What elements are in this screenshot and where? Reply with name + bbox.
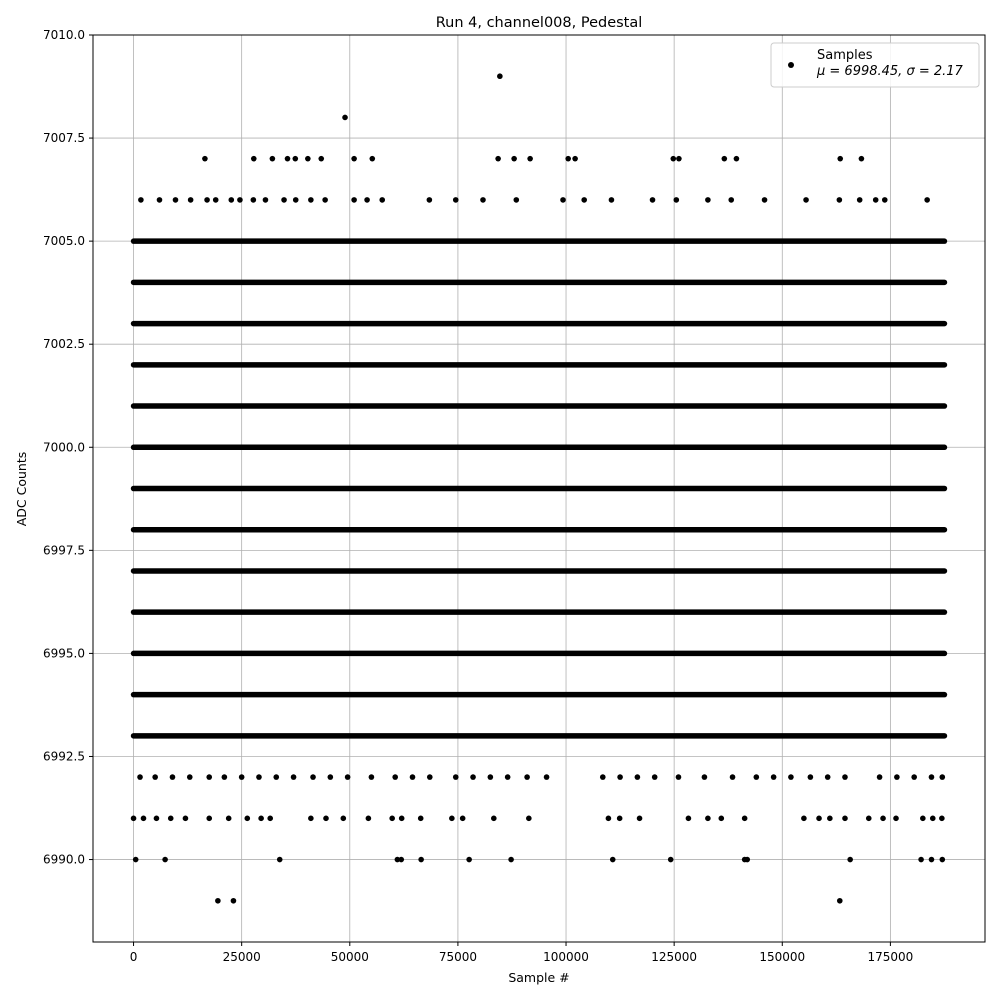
sample-point: [762, 197, 768, 203]
sample-point: [342, 115, 348, 121]
sample-point: [251, 197, 257, 203]
sample-point: [154, 816, 160, 822]
sample-point: [939, 816, 945, 822]
sample-point: [291, 774, 297, 780]
sample-point: [369, 156, 375, 162]
sample-point: [617, 774, 623, 780]
sample-point: [187, 774, 193, 780]
sample-point: [825, 774, 831, 780]
sample-point: [939, 774, 945, 780]
sample-point: [292, 156, 298, 162]
sample-point: [842, 816, 848, 822]
sample-point: [526, 816, 532, 822]
sample-point: [366, 816, 372, 822]
x-tick-label: 75000: [438, 950, 478, 964]
sample-point: [168, 816, 174, 822]
sample-point: [237, 197, 243, 203]
x-axis-label: Sample #: [508, 970, 570, 985]
sample-point: [670, 156, 676, 162]
sample-point: [345, 774, 351, 780]
sample-point: [141, 816, 147, 822]
sample-point: [650, 197, 656, 203]
x-tick-label: 125000: [651, 950, 698, 964]
sample-point: [676, 156, 682, 162]
y-tick-label: 7005.0: [43, 234, 85, 249]
sample-point: [470, 774, 476, 780]
sample-point: [705, 816, 711, 822]
sample-point: [351, 197, 357, 203]
sample-point: [705, 197, 711, 203]
sample-point: [497, 73, 503, 79]
sample-point: [771, 774, 777, 780]
y-tick-label: 7010.0: [43, 28, 85, 42]
sample-point: [652, 774, 658, 780]
sample-point: [418, 816, 424, 822]
sample-point: [837, 156, 843, 162]
sample-point: [239, 774, 245, 780]
sample-point: [920, 816, 926, 822]
sample-point: [449, 816, 455, 822]
sample-point: [453, 197, 459, 203]
x-axis-ticks: [130, 942, 914, 964]
sample-point: [929, 774, 935, 780]
sample-point: [256, 774, 262, 780]
sample-point: [308, 816, 314, 822]
sample-point: [674, 197, 680, 203]
sample-point: [152, 774, 158, 780]
sample-point: [609, 197, 615, 203]
sample-point: [322, 197, 328, 203]
sample-point: [606, 816, 612, 822]
sample-point: [228, 197, 234, 203]
sample-point: [893, 816, 899, 822]
sample-point: [524, 774, 530, 780]
sample-point: [480, 197, 486, 203]
sample-point: [263, 197, 269, 203]
sample-point: [427, 774, 433, 780]
sample-point: [939, 857, 945, 863]
sample-point: [882, 197, 888, 203]
sample-point: [418, 857, 424, 863]
sample-point: [873, 197, 879, 203]
sample-point: [183, 816, 189, 822]
sample-point: [392, 774, 398, 780]
sample-point: [399, 816, 405, 822]
sample-point: [460, 816, 466, 822]
sample-point: [427, 197, 433, 203]
sample-point: [270, 156, 276, 162]
y-tick-label: 7007.5: [43, 131, 85, 146]
sample-point: [837, 197, 843, 203]
sample-point: [877, 774, 883, 780]
sample-point: [466, 857, 472, 863]
sample-point: [157, 197, 163, 203]
sample-point: [911, 774, 917, 780]
sample-point: [513, 197, 519, 203]
sample-point: [491, 816, 497, 822]
sample-point: [398, 857, 404, 863]
x-tick-label: 25000: [222, 950, 261, 964]
sample-point: [226, 816, 232, 822]
sample-point: [581, 197, 587, 203]
sample-point: [389, 816, 395, 822]
sample-point: [162, 857, 168, 863]
sample-point: [857, 197, 863, 203]
sample-point: [866, 816, 872, 822]
sample-point: [565, 156, 571, 162]
sample-point: [323, 816, 329, 822]
y-tick-label: 7002.5: [43, 337, 85, 352]
sample-point: [273, 774, 279, 780]
x-tick-label: 175000: [867, 950, 914, 964]
x-tick-label: 150000: [759, 950, 806, 964]
sample-point: [924, 197, 930, 203]
sample-point: [527, 156, 533, 162]
sample-point: [808, 774, 814, 780]
x-tick-label: 100000: [543, 950, 589, 964]
sample-point: [730, 774, 736, 780]
sample-point: [251, 156, 257, 162]
sample-point: [215, 898, 221, 904]
sample-point: [202, 156, 208, 162]
chart-title: Run 4, channel008, Pedestal: [435, 15, 643, 31]
sample-point: [204, 197, 210, 203]
sample-point: [572, 156, 578, 162]
sample-point: [505, 774, 511, 780]
sample-point: [734, 156, 740, 162]
sample-point: [600, 774, 606, 780]
sample-point: [258, 816, 264, 822]
legend-marker: [788, 62, 794, 68]
sample-point: [803, 197, 809, 203]
y-tick-label: 7000.0: [43, 440, 85, 455]
sample-point: [788, 774, 794, 780]
sample-point: [754, 774, 760, 780]
sample-point: [277, 857, 283, 863]
sample-point: [341, 816, 347, 822]
sample-point: [544, 774, 550, 780]
sample-point: [742, 816, 748, 822]
sample-point: [847, 857, 853, 863]
y-tick-label: 6992.5: [43, 749, 85, 764]
legend-label-samples: Samples: [817, 48, 873, 63]
sample-point: [188, 197, 194, 203]
sample-point: [305, 156, 311, 162]
sample-point: [379, 197, 385, 203]
sample-point: [369, 774, 375, 780]
sample-point: [816, 816, 822, 822]
sample-point: [364, 197, 370, 203]
y-tick-label: 6995.0: [43, 646, 85, 661]
sample-point: [267, 816, 273, 822]
sample-point: [511, 156, 517, 162]
y-axis-label: ADC Counts: [14, 451, 29, 527]
sample-point: [930, 816, 936, 822]
y-axis-ticks: [43, 28, 93, 867]
sample-point: [453, 774, 459, 780]
legend: [771, 43, 979, 87]
sample-point: [231, 898, 237, 904]
sample-point: [637, 816, 643, 822]
sample-point: [718, 816, 724, 822]
sample-point: [318, 156, 324, 162]
sample-point: [285, 156, 291, 162]
sample-point: [702, 774, 708, 780]
sample-point: [929, 857, 935, 863]
sample-point: [918, 857, 924, 863]
sample-point: [351, 156, 357, 162]
sample-point: [310, 774, 316, 780]
sample-point: [617, 816, 623, 822]
sample-point: [173, 197, 179, 203]
y-tick-label: 6990.0: [43, 852, 85, 867]
sample-point: [206, 816, 212, 822]
sample-point: [894, 774, 900, 780]
sample-point: [722, 156, 728, 162]
sample-point: [308, 197, 314, 203]
sample-point: [610, 857, 616, 863]
sample-point: [728, 197, 734, 203]
sample-point: [495, 156, 501, 162]
sample-point: [328, 774, 334, 780]
sample-point: [676, 774, 682, 780]
y-tick-label: 6997.5: [43, 543, 85, 558]
sample-point: [880, 816, 886, 822]
sample-point: [281, 197, 287, 203]
sample-point: [686, 816, 692, 822]
legend-label-stats: μ = 6998.45, σ = 2.17: [817, 64, 963, 79]
sample-point: [137, 774, 143, 780]
dense-sample-bands: [134, 241, 945, 736]
sample-point: [293, 197, 299, 203]
sample-point: [508, 857, 514, 863]
sample-point: [131, 816, 137, 822]
sample-point: [410, 774, 416, 780]
sample-point: [222, 774, 228, 780]
sample-point: [827, 816, 833, 822]
sample-point: [859, 156, 865, 162]
sample-point: [244, 816, 250, 822]
sample-point: [801, 816, 807, 822]
x-tick-label: 50000: [330, 950, 369, 964]
sample-point: [842, 774, 848, 780]
sample-point: [635, 774, 641, 780]
sample-point: [170, 774, 176, 780]
sample-point: [213, 197, 219, 203]
sample-point: [138, 197, 144, 203]
sample-point: [560, 197, 566, 203]
sample-point: [488, 774, 494, 780]
sample-point: [206, 774, 212, 780]
sample-point: [744, 857, 750, 863]
sample-point: [133, 857, 139, 863]
sample-point: [837, 898, 843, 904]
x-tick-label: 0: [129, 950, 138, 964]
sample-point: [668, 857, 674, 863]
